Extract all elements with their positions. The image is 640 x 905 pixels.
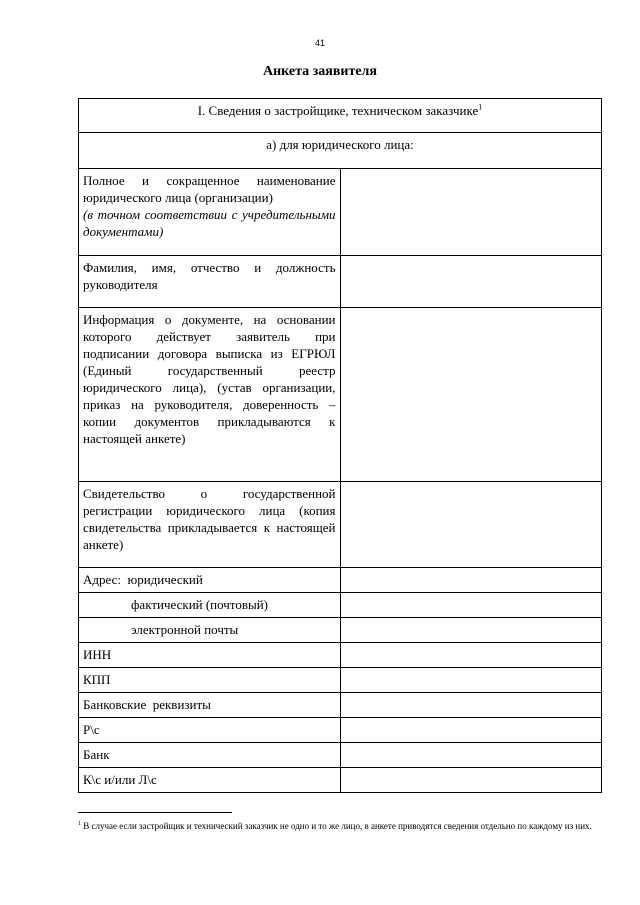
address-legal-field[interactable] bbox=[340, 568, 602, 593]
certificate-label: Свидетельство о государственной регистрации юридического лица (копия свидетельства прикладывается к настоящей анкете) bbox=[79, 482, 341, 568]
email-label: электронной почты bbox=[79, 618, 341, 643]
head-label: Фамилия, имя, отчество и должность руководителя bbox=[79, 256, 341, 308]
footnote-ref: 1 bbox=[478, 102, 483, 112]
basis-label: Информация о документе, на основании которого действует заявитель при подписании договора выписка из ЕГРЮЛ (Единый государственный реестр юридического лица), (устав организации, приказ на руководителя, доверенность – копии документов прикладываются к настоящей анкете) bbox=[79, 308, 341, 482]
address-actual-field[interactable] bbox=[340, 593, 602, 618]
footnote-number: 1 bbox=[78, 821, 81, 827]
page-number: 41 bbox=[314, 38, 325, 48]
bank-field[interactable] bbox=[340, 743, 602, 768]
kpp-field[interactable] bbox=[340, 668, 602, 693]
inn-label: ИНН bbox=[79, 643, 341, 668]
address-actual-label: фактический (почтовый) bbox=[79, 593, 341, 618]
footnote-divider bbox=[78, 812, 232, 813]
name-field[interactable] bbox=[340, 169, 602, 256]
bank-label: Банк bbox=[79, 743, 341, 768]
applicant-form-table bbox=[78, 98, 602, 793]
corr-account-label: К\с и/или Л\с bbox=[79, 768, 341, 793]
section-heading bbox=[79, 99, 602, 133]
certificate-field[interactable] bbox=[340, 482, 602, 568]
settlement-account-field[interactable] bbox=[340, 718, 602, 743]
name-note: (в точном соответствии с учредительными документами) bbox=[83, 207, 336, 239]
section-heading-text: I. Сведения о застройщике, техническом заказчике bbox=[197, 103, 479, 118]
bank-details-field[interactable] bbox=[340, 693, 602, 718]
settlement-account-label: Р\с bbox=[79, 718, 341, 743]
row-label-name bbox=[79, 169, 341, 256]
kpp-label: КПП bbox=[79, 668, 341, 693]
head-field[interactable] bbox=[340, 256, 602, 308]
corr-account-field[interactable] bbox=[340, 768, 602, 793]
email-field[interactable] bbox=[340, 618, 602, 643]
name-label: Полное и сокращенное наименование юридического лица (организации) bbox=[83, 173, 336, 205]
document-title: Анкета заявителя bbox=[262, 64, 377, 79]
address-legal-label: Адрес: юридический bbox=[79, 568, 341, 593]
footnote bbox=[78, 820, 602, 832]
basis-field[interactable] bbox=[340, 308, 602, 482]
footnote-text: В случае если застройщик и технический заказчик не одно и то же лицо, в анкете приводятся сведения отдельно по каждому из них. bbox=[83, 821, 592, 831]
inn-field[interactable] bbox=[340, 643, 602, 668]
section-subheading: а) для юридического лица: bbox=[79, 133, 602, 169]
bank-details-label: Банковские реквизиты bbox=[79, 693, 341, 718]
